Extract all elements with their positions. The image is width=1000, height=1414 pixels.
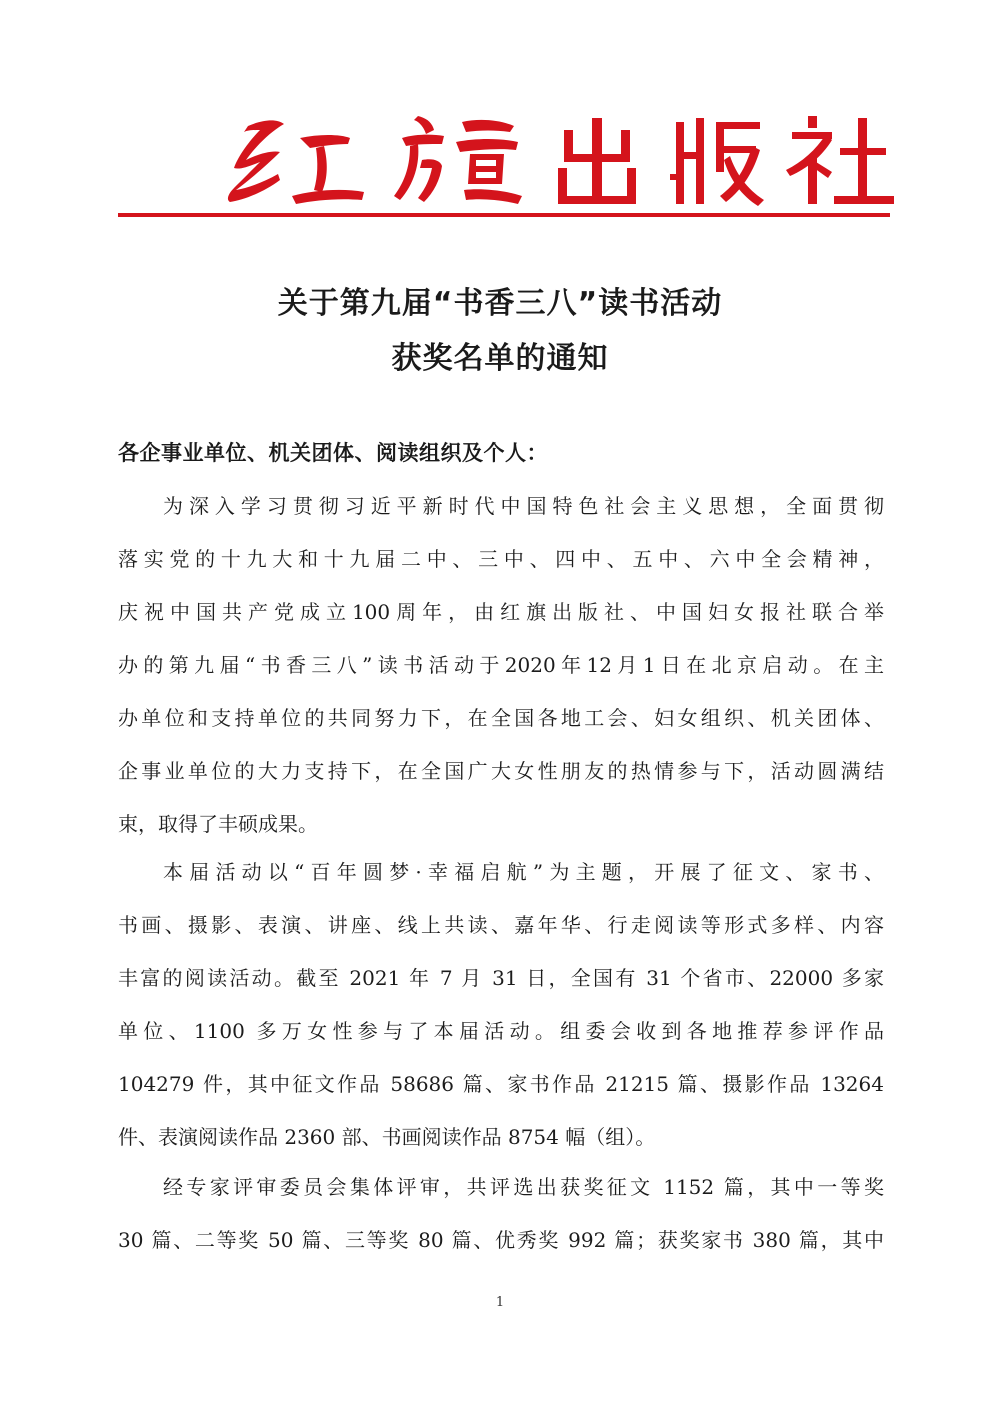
body-line: 企事业单位的大力支持下，在全国广大女性朋友的热情参与下，活动圆满结 [118, 759, 884, 783]
logo-char-hong [228, 120, 364, 204]
notice-title-line-2: 获奖名单的通知 [391, 341, 609, 376]
body-line: 丰富的阅读活动。截至 2021 年 7 月 31 日，全国有 31 个省市、22000 多家 [118, 966, 884, 990]
body-line: 办单位和支持单位的共同努力下，在全国各地工会、妇女组织、机关团体、 [118, 706, 884, 730]
page-number: 1 [495, 1295, 505, 1310]
logo-char-she [786, 116, 894, 204]
body-line: 办的第九届“书香三八”读书活动于2020年12月1日在北京启动。在主 [118, 653, 884, 677]
body-line: 件、表演阅读作品 2360 部、书画阅读作品 8754 幅（组）。 [118, 1125, 656, 1149]
publisher-masthead [118, 108, 890, 208]
body-line: 落实党的十九大和十九届二中、三中、四中、五中、六中全会精神， [118, 547, 884, 571]
body-line: 单位、1100 多万女性参与了本届活动。组委会收到各地推荐参评作品 [118, 1019, 884, 1043]
publisher-logo [218, 108, 898, 208]
body-line: 束，取得了丰硕成果。 [118, 812, 318, 836]
body-line: 30 篇、二等奖 50 篇、三等奖 80 篇、优秀奖 992 篇；获奖家书 380 篇，其中 [118, 1228, 884, 1252]
body-line: 经专家评审委员会集体评审，共评选出获奖征文 1152 篇，其中一等奖 [163, 1175, 884, 1199]
salutation: 各企事业单位、机关团体、阅读组织及个人： [118, 441, 548, 465]
body-line: 庆祝中国共产党成立100周年，由红旗出版社、中国妇女报社联合举 [118, 600, 884, 624]
body-line: 为深入学习贯彻习近平新时代中国特色社会主义思想，全面贯彻 [163, 494, 884, 518]
logo-char-chu [558, 118, 636, 204]
body-line: 书画、摄影、表演、讲座、线上共读、嘉年华、行走阅读等形式多样、内容 [118, 913, 884, 937]
masthead-red-rule [118, 213, 890, 217]
body-line: 104279 件，其中征文作品 58686 篇、家书作品 21215 篇、摄影作品 13264 [118, 1072, 884, 1096]
body-line: 本届活动以“百年圆梦·幸福启航”为主题，开展了征文、家书、 [163, 860, 884, 884]
logo-char-ban [670, 118, 764, 206]
logo-char-qi [394, 116, 522, 204]
notice-title-line-1: 关于第九届“书香三八”读书活动 [277, 286, 723, 321]
